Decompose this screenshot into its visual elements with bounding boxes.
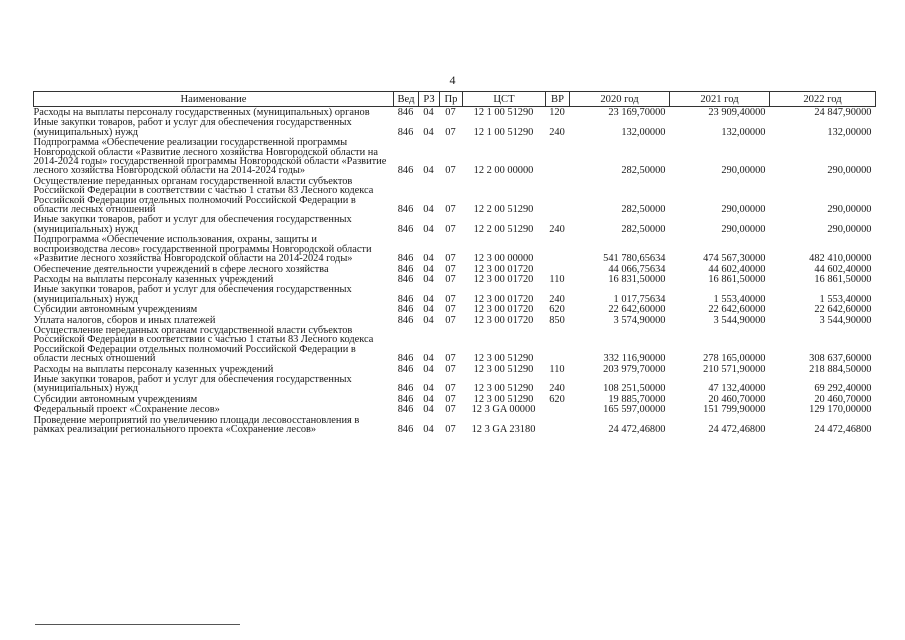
cell-rz: 04 xyxy=(423,383,434,395)
cell-2021: 24 472,46800 xyxy=(708,424,766,435)
cell-ved: 846 xyxy=(397,363,414,375)
cell-2020: 332 116,90000 xyxy=(603,353,666,365)
header-cst: ЦСТ xyxy=(463,92,546,107)
cell-2021: 44 602,40000 xyxy=(708,263,766,275)
header-vr: ВР xyxy=(546,92,570,107)
cell-vr xyxy=(546,325,570,364)
cell-cst: 12 3 00 01720 xyxy=(473,263,534,275)
cell-rz: 04 xyxy=(423,363,434,375)
cell-pr: 07 xyxy=(445,126,456,138)
table-row xyxy=(34,264,876,274)
cell-cst: 12 3 00 01720 xyxy=(473,304,534,316)
cell-name: Субсидии автономным учреждениям xyxy=(33,304,198,316)
cell-2022: 290,00000 xyxy=(827,223,872,235)
cell-cst: 12 2 00 51290 xyxy=(473,223,534,235)
footnote-rule xyxy=(35,624,240,625)
table-row xyxy=(34,364,876,374)
cell-2020: 203 979,70000 xyxy=(603,363,666,375)
cell-ved: 846 xyxy=(397,223,414,235)
table-row xyxy=(34,234,876,263)
table-row xyxy=(34,374,876,394)
cell-2022: 3 544,90000 xyxy=(819,314,872,326)
cell-2022: 69 292,40000 xyxy=(814,383,872,395)
table-header-row xyxy=(34,92,876,107)
cell-pr: 07 xyxy=(445,293,456,305)
cell-cst: 12 3 00 51290 xyxy=(473,363,534,375)
cell-vr xyxy=(546,415,570,435)
cell-2022: 20 460,70000 xyxy=(814,393,872,405)
cell-2021: 16 861,50000 xyxy=(708,273,766,285)
cell-vr xyxy=(546,264,570,274)
cell-rz: 04 xyxy=(423,393,434,405)
header-pr: Пр xyxy=(440,92,463,107)
table-row xyxy=(34,274,876,284)
cell-pr: 07 xyxy=(445,353,456,365)
cell-2021: 290,00000 xyxy=(721,165,766,177)
cell-ved: 846 xyxy=(397,204,414,216)
cell-vr xyxy=(546,176,570,215)
cell-vr: 620 xyxy=(549,304,565,316)
cell-rz: 04 xyxy=(423,126,434,138)
cell-rz: 04 xyxy=(423,107,434,118)
cell-ved: 846 xyxy=(397,404,414,416)
header-rz: РЗ xyxy=(419,92,440,107)
table-row xyxy=(34,117,876,137)
cell-pr: 07 xyxy=(445,424,456,435)
cell-2020: 3 574,90000 xyxy=(613,314,666,326)
cell-ved: 846 xyxy=(397,273,414,285)
cell-2022: 24 472,46800 xyxy=(814,424,872,435)
cell-pr: 07 xyxy=(445,404,456,416)
cell-2021: 210 571,90000 xyxy=(703,363,766,375)
page-number: 4 xyxy=(449,73,456,87)
cell-ved: 846 xyxy=(397,314,414,326)
cell-cst: 12 3 00 01720 xyxy=(473,273,534,285)
cell-2021: 20 460,70000 xyxy=(708,393,766,405)
header-2021: 2021 год xyxy=(670,92,770,107)
cell-2022: 16 861,50000 xyxy=(814,273,872,285)
cell-name: Иные закупки товаров, работ и услуг для обеспечения государственных (муниципальных) нужд xyxy=(33,373,352,395)
cell-cst: 12 1 00 51290 xyxy=(473,126,534,138)
cell-vr: 120 xyxy=(549,107,565,118)
cell-pr: 07 xyxy=(445,253,456,265)
cell-ved: 846 xyxy=(397,383,414,395)
table-row xyxy=(34,176,876,215)
cell-ved: 846 xyxy=(397,424,414,435)
cell-cst: 12 3 GA 23180 xyxy=(471,424,536,435)
cell-cst: 12 3 00 00000 xyxy=(473,253,534,265)
cell-name: Подпрограмма «Обеспечение реализации государственной программы Новгородской области «Развитие лесного хозяйства Новгородской области на 2014-2024 годы» государственной программы Новгородской области «Развитие лесного хозяйства Новгородской области на 2014-2024 годы» xyxy=(33,137,387,177)
cell-2022: 482 410,00000 xyxy=(809,253,872,265)
cell-rz: 04 xyxy=(423,273,434,285)
cell-name: Иные закупки товаров, работ и услуг для обеспечения государственных (муниципальных) нужд xyxy=(33,117,352,138)
cell-2021: 278 165,00000 xyxy=(703,353,766,365)
cell-cst: 12 3 00 51290 xyxy=(473,353,534,365)
cell-2020: 22 642,60000 xyxy=(608,304,666,316)
cell-rz: 04 xyxy=(423,223,434,235)
header-2022: 2022 год xyxy=(770,92,876,107)
cell-rz: 04 xyxy=(423,263,434,275)
cell-2022: 1 553,40000 xyxy=(819,293,872,305)
cell-pr: 07 xyxy=(445,314,456,326)
cell-2022: 132,00000 xyxy=(827,126,872,138)
cell-rz: 04 xyxy=(423,304,434,316)
cell-2022: 308 637,60000 xyxy=(809,353,872,365)
cell-cst: 12 3 00 01720 xyxy=(473,314,534,326)
cell-pr: 07 xyxy=(445,263,456,275)
header-2020: 2020 год xyxy=(570,92,670,107)
cell-vr: 240 xyxy=(549,383,565,395)
cell-pr: 07 xyxy=(445,204,456,216)
cell-2022: 129 170,00000 xyxy=(809,404,872,416)
cell-ved: 846 xyxy=(397,263,414,275)
cell-2021: 22 642,60000 xyxy=(708,304,766,316)
cell-ved: 846 xyxy=(397,393,414,405)
cell-pr: 07 xyxy=(445,383,456,395)
cell-ved: 846 xyxy=(397,107,414,118)
cell-cst: 12 3 00 51290 xyxy=(473,393,534,405)
cell-ved: 846 xyxy=(397,165,414,177)
cell-name: Осуществление переданных органам государственной власти субъектов Российской Федерации в соответствии с частью 1 статьи 83 Лесного кодекса Российской Федерации отдельных полномочий Российской Федерации в области лесных отношений xyxy=(33,324,374,365)
cell-rz: 04 xyxy=(423,165,434,177)
cell-2020: 132,00000 xyxy=(621,126,666,138)
cell-pr: 07 xyxy=(445,363,456,375)
cell-2020: 16 831,50000 xyxy=(608,273,666,285)
cell-ved: 846 xyxy=(397,293,414,305)
cell-name: Иные закупки товаров, работ и услуг для обеспечения государственных (муниципальных) нужд xyxy=(33,214,352,235)
cell-rz: 04 xyxy=(423,353,434,365)
cell-name: Расходы на выплаты персоналу казенных учреждений xyxy=(33,363,274,375)
table-row xyxy=(34,107,876,118)
table-body xyxy=(34,107,876,435)
cell-vr: 240 xyxy=(549,293,565,305)
table-row xyxy=(34,214,876,234)
cell-ved: 846 xyxy=(397,304,414,316)
cell-cst: 12 3 GA 00000 xyxy=(471,404,536,416)
cell-2021: 132,00000 xyxy=(721,126,766,138)
table-row xyxy=(34,415,876,435)
cell-name: Иные закупки товаров, работ и услуг для обеспечения государственных (муниципальных) нужд xyxy=(33,284,352,305)
cell-ved: 846 xyxy=(397,353,414,365)
cell-2021: 290,00000 xyxy=(721,223,766,235)
cell-cst: 12 3 00 51290 xyxy=(473,383,534,395)
table-row xyxy=(34,315,876,325)
cell-2020: 541 780,65634 xyxy=(603,253,666,265)
cell-2020: 44 066,75634 xyxy=(608,263,666,275)
cell-name: Уплата налогов, сборов и иных платежей xyxy=(33,314,216,326)
cell-name: Расходы на выплаты персоналу государственных (муниципальных) органов xyxy=(33,107,370,118)
cell-vr: 240 xyxy=(549,223,565,235)
cell-name: Расходы на выплаты персоналу казенных учреждений xyxy=(33,273,274,285)
cell-rz: 04 xyxy=(423,424,434,435)
cell-pr: 07 xyxy=(445,165,456,177)
table-row xyxy=(34,394,876,404)
cell-2020: 282,50000 xyxy=(621,204,666,216)
table-row xyxy=(34,404,876,414)
cell-2021: 3 544,90000 xyxy=(713,314,766,326)
cell-vr: 620 xyxy=(549,393,565,405)
cell-2021: 1 553,40000 xyxy=(713,293,766,305)
cell-pr: 07 xyxy=(445,304,456,316)
cell-name: Осуществление переданных органам государственной власти субъектов Российской Федерации в соответствии с частью 1 статьи 83 Лесного кодекса Российской Федерации отдельных полномочий Российской Федерации в области лесных отношений xyxy=(33,175,374,216)
cell-cst: 12 1 00 51290 xyxy=(473,107,534,118)
cell-rz: 04 xyxy=(423,404,434,416)
cell-2022: 218 884,50000 xyxy=(809,363,872,375)
cell-cst: 12 2 00 00000 xyxy=(473,165,534,177)
cell-vr xyxy=(546,137,570,176)
cell-ved: 846 xyxy=(397,253,414,265)
cell-2020: 282,50000 xyxy=(621,223,666,235)
cell-vr: 110 xyxy=(549,363,565,375)
table-row xyxy=(34,137,876,176)
cell-2022: 44 602,40000 xyxy=(814,263,872,275)
cell-2022: 290,00000 xyxy=(827,204,872,216)
cell-2020: 282,50000 xyxy=(621,165,666,177)
cell-pr: 07 xyxy=(445,273,456,285)
cell-2020: 165 597,00000 xyxy=(603,404,666,416)
header-ved: Вед xyxy=(394,92,419,107)
cell-cst: 12 3 00 01720 xyxy=(473,293,534,305)
cell-2021: 290,00000 xyxy=(721,204,766,216)
table-row xyxy=(34,325,876,364)
cell-name: Проведение мероприятий по увеличению площади лесовосстановления в рамках реализации регионального проекта «Сохранение лесов» xyxy=(33,414,360,435)
cell-pr: 07 xyxy=(445,223,456,235)
table-row xyxy=(34,284,876,304)
cell-ved: 846 xyxy=(397,126,414,138)
cell-vr: 240 xyxy=(549,126,565,138)
cell-rz: 04 xyxy=(423,253,434,265)
cell-rz: 04 xyxy=(423,314,434,326)
cell-2021: 151 799,90000 xyxy=(703,404,766,416)
cell-vr xyxy=(546,234,570,263)
cell-2022: 22 642,60000 xyxy=(814,304,872,316)
cell-2022: 290,00000 xyxy=(827,165,872,177)
cell-rz: 04 xyxy=(423,293,434,305)
table-row xyxy=(34,304,876,314)
header-name: Наименование xyxy=(34,92,394,107)
cell-2020: 24 472,46800 xyxy=(608,424,666,435)
cell-pr: 07 xyxy=(445,107,456,118)
cell-rz: 04 xyxy=(423,204,434,216)
cell-name: Субсидии автономным учреждениям xyxy=(33,393,198,405)
cell-2021: 23 909,40000 xyxy=(708,107,766,118)
cell-name: Федеральный проект «Сохранение лесов» xyxy=(33,404,220,416)
cell-2021: 47 132,40000 xyxy=(708,383,766,395)
cell-name: Подпрограмма «Обеспечение использования, охраны, защиты и воспроизводства лесов» государственной программы Новгородской области «Развитие лесного хозяйства Новгородской области на 2014-2024 годы» xyxy=(33,234,372,265)
cell-2021: 474 567,30000 xyxy=(703,253,766,265)
budget-table xyxy=(33,91,876,434)
cell-cst: 12 2 00 51290 xyxy=(473,204,534,216)
cell-vr: 850 xyxy=(549,314,565,326)
cell-pr: 07 xyxy=(445,393,456,405)
cell-vr: 110 xyxy=(549,273,565,285)
cell-2022: 24 847,90000 xyxy=(814,107,872,118)
cell-2020: 108 251,50000 xyxy=(603,383,666,395)
cell-vr xyxy=(546,404,570,414)
cell-2020: 1 017,75634 xyxy=(613,293,666,305)
cell-2020: 23 169,70000 xyxy=(608,107,666,118)
cell-2020: 19 885,70000 xyxy=(608,393,666,405)
cell-name: Обеспечение деятельности учреждений в сфере лесного хозяйства xyxy=(33,263,329,275)
